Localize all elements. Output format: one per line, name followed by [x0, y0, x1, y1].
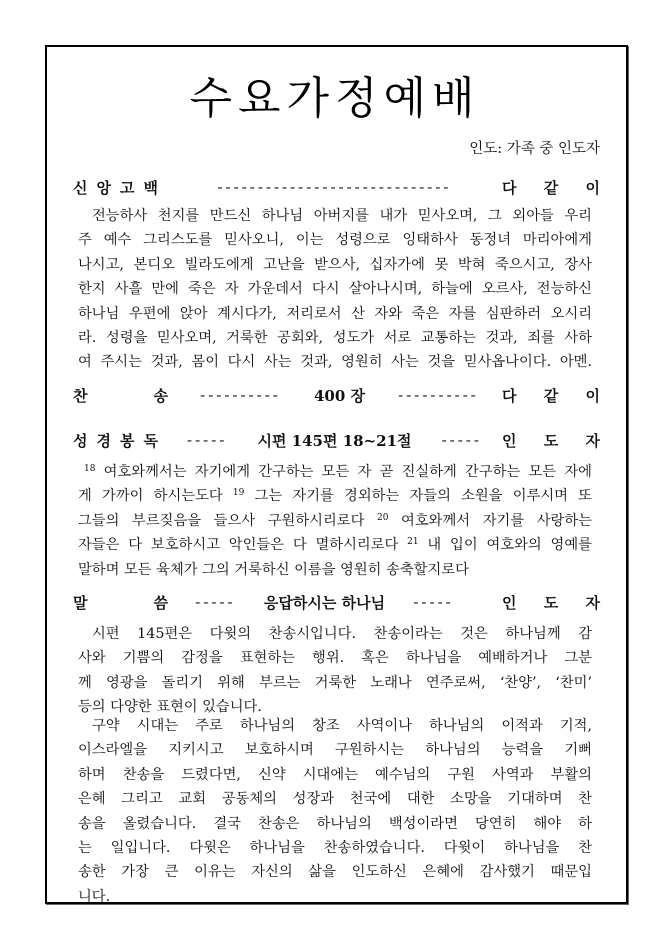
order-who: 다 같 이 — [502, 178, 600, 197]
label-char: 찬 — [73, 386, 97, 405]
dash-leader: ----- — [441, 431, 482, 449]
order-row-sermon — [73, 591, 600, 613]
order-row-creed — [73, 176, 600, 198]
order-who: 인 도 자 — [502, 431, 601, 450]
order-label — [73, 592, 177, 613]
order-row-hymn — [73, 384, 600, 406]
dash-leader: ----- — [187, 431, 228, 449]
verse-number: 18 — [84, 464, 96, 474]
scripture-line: 그들의 부르짖음을 들으사 구원하시리로다 $^{20}$ 여호와께서 자기를 사랑하는 — [78, 512, 592, 529]
dash-leader: ---------- — [398, 386, 479, 404]
order-who: 인 도 자 — [502, 593, 600, 612]
order-label: 성경봉독 — [73, 431, 167, 450]
sermon-title: 응답하시는 하나님 — [263, 593, 386, 612]
verse-number: 20 — [377, 512, 389, 523]
leader-line: 인도: 가족 중 인도자 — [469, 141, 600, 157]
sermon-paragraph-1: 시편 145편은 다윗의 찬송시입니다. 찬송이라는 것은 하나님께 감 사와 기쁨의 감정을 표현하는 행위. 혹은 하나님을 예배하거나 그분 께 영광을 돌리기 위해 부르는 거룩한 노래나 연주로써, ‘찬양’, ‘찬미’ 등의 다양한 표현이 있습니다. — [78, 626, 592, 716]
dash-leader: ----------------------------- — [217, 178, 452, 196]
scripture-line: $^{18}$ 여호와께서는 자기에게 간구하는 모든 자 곧 진실하게 간구하는 모든 자에 — [84, 464, 592, 480]
label-char: 말 — [73, 593, 97, 612]
dash-leader: ----- — [413, 593, 454, 611]
scripture-line: 말하며 모든 육체가 그의 거룩하신 이름을 영원히 송축할지로다 — [78, 561, 469, 578]
order-label — [73, 385, 177, 406]
dash-leader: ---------- — [200, 386, 281, 404]
label-char: 송 — [153, 386, 177, 405]
hymn-number: 400 장 — [313, 386, 366, 405]
scripture-text — [78, 460, 592, 582]
page-title: 수요가정예배 — [189, 73, 481, 124]
verse-number: 19 — [232, 488, 245, 499]
scripture-line: 게 가까이 하시는도다 $^{19}$ 그는 자기를 경외하는 자들의 소원을 이루시며 또 — [78, 488, 592, 505]
order-row-scripture — [73, 429, 600, 451]
order-who: 다 같 이 — [502, 386, 600, 405]
sermon-paragraph-2: 구약 시대는 주로 하나님의 창조 사역이나 하나님의 이적과 기적, 이스라엘을 지키시고 보호하시며 구원하시는 하나님의 능력을 기뻐 하며 찬송을 드렸다면, 신약 시대에는 예수님의 구원 사역과 부활의 은혜 그리고 교회 공동체의 성장과 천국에 대한 소망을 기대하며 찬 송을 올렸습니다. 결국 찬송은 하나님의 백성이라면 당연히 해야 하 는 일입니다. 다윗은 하나님을 찬송하였습니다. 다윗이 하나님을 찬 송한 가장 큰 이유는 자신의 삶을 인도하신 은혜에 감사했기 때문입 니다. — [78, 718, 592, 905]
dash-leader: ----- — [195, 593, 236, 611]
scripture-reference: 시편 145편 18~21절 — [257, 431, 412, 450]
scripture-line: 자들은 다 보호하시고 악인들은 다 멸하시리로다 $^{21}$ 내 입이 여호와의 영예를 — [78, 537, 592, 554]
creed-text: 전능하사 천지를 만드신 하나님 아버지를 내가 믿사오며, 그 외아들 우리 주 예수 그리스도를 믿사오니, 이는 성령으로 잉태하사 동정녀 마리아에게 나시고, 본디오 빌라도에게 고난을 받으사, 십자가에 못 박혀 죽으시고, 장사 한지 사흘 만에 죽은 자 가운데서 다시 살아나시며, 하늘에 오르사, 전능하신 하나님 우편에 앉아 계시다가, 저리로서 산 자와 죽은 자를 심판하러 오시리 라. 성령을 믿사오며, 거룩한 공회와, 성도가 서로 교통하는 것과, 죄를 사하 여 주시는 것과, 몸이 다시 사는 것과, 영원히 사는 것을 믿사옵나이다. 아멘. — [78, 208, 592, 371]
order-label: 신앙고백 — [73, 178, 167, 197]
verse-number: 21 — [407, 537, 419, 548]
label-char: 씀 — [153, 593, 177, 612]
